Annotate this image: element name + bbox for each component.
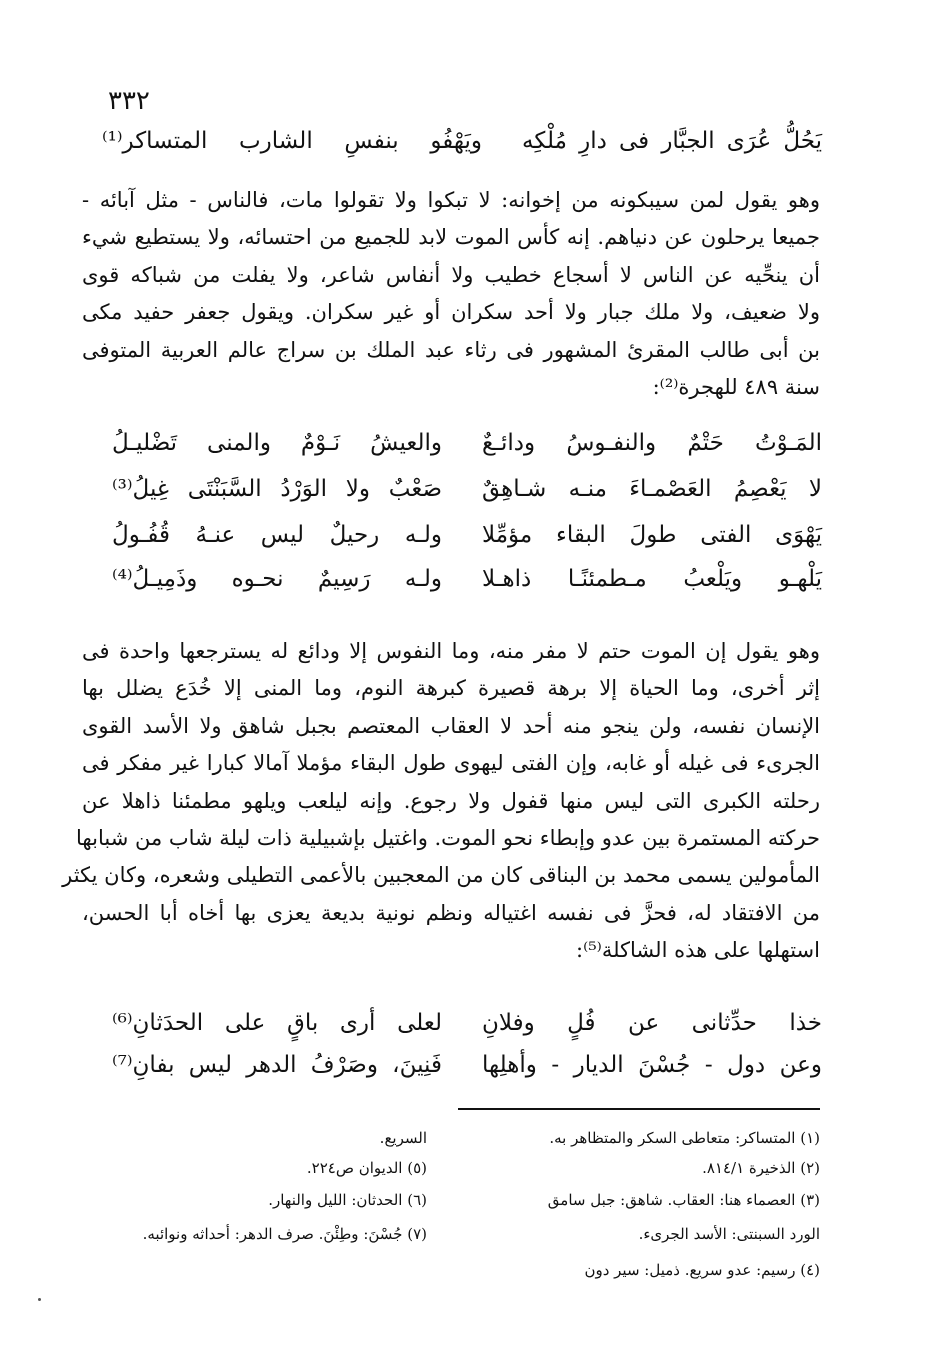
verse-second-hemistich: ولـه رَسِيمٌ نحـوه وذَمِيـلُ⁽⁴⁾ [112,566,442,592]
verse-second-hemistich: ولـه رحيلٌ ليس عنـهُ قُفُـولُ [112,522,442,548]
paragraph-line: الإنسان نفسه، ولن ينجو منه أحد لا العقاب المعتصم بجبل شاهق ولا الأسد القوى [82,713,820,738]
paragraph-line: إثر أخرى، وما الحياة إلا برهة قصيرة كبرهة النوم، وما المنى إلا خُدَع يضلل بها [82,676,820,701]
verse-second-hemistich: ويَهْفُو بنفسِ الشارب المتساكر⁽¹⁾ [102,128,482,154]
poem-1-line [82,476,822,512]
verse-second-hemistich: لعلى أرى باقٍ على الحدَثانِ⁽⁶⁾ [112,1010,442,1036]
footnote: (٤) رسيم: عدو سريع. ذميل: سير دون [584,1261,820,1279]
footnote: (٧) جُسْنَ: وطِئْنَ. صرف الدهر: أحداثه ونوائبه. [142,1225,427,1243]
footnote: (٦) الحدثان: الليل والنهار. [268,1191,427,1209]
paragraph-line: جميعا يرحلون عن دنياهم. إنه كأس الموت لابد للجميع من احتسائه، ولا يستطيع شيء [82,225,820,250]
verse-first-hemistich: يَلْهـو ويَلْعبُ مـطمئنًـا ذاهـلا [482,566,822,592]
opening-verse [82,128,822,164]
paragraph-line: سنة ٤٨٩ للهجرة⁽²⁾: [652,375,820,400]
verse-first-hemistich: لا يَعْصِمُ العَصْمـاءَ منـه شـاهِقٌ [482,476,822,502]
poem-2-line [82,1010,822,1046]
footnote: (٣) العصماء هنا: العقاب. شاهق: جبل سامق [547,1191,820,1209]
paragraph-line: الجرىء فى غيله أو غابه، وإن الفتى ليهوى طول البقاء مؤملا آمالا كبارا غير مفكر فى [82,751,820,776]
verse-second-hemistich: صَعْبٌ ولا الوَرْدُ السَّبَنْتَى غِيلُ⁽³⁾ [112,476,442,502]
verse-second-hemistich: والعيشُ نَـوْمٌ والمنى تَضْليـلُ [112,430,442,456]
paragraph-2 [62,633,820,970]
poem-1-line [82,522,822,558]
poem-2-line [82,1052,822,1088]
paragraph-line: المأمولين يسمى محمد بن البناقى كان من المعجبين بالأعمى التطيلى وشعره، وكان يكثر [62,863,820,888]
poem-1-line [82,430,822,466]
verse-first-hemistich: يَهْوَى الفتى طولَ البقاء مؤمِّلا [482,522,822,548]
footnote: (٥) الديوان ص٢٢٤. [306,1159,427,1177]
paragraph-line: بن أبى طالب المقرئ المشهور فى رثاء عبد الملك بن سراج عالم العربية المتوفى [82,337,820,362]
verse-first-hemistich: خذا حدِّثانى عن فُلٍ وفلانِ [482,1010,822,1036]
paragraph-line: من الافتقاد له، فحزَّ فى نفسه اغتياله ونظم نونية بديعة يعزى بها أخاه أبا الحسن، [82,900,820,925]
footnote-divider [458,1108,820,1110]
scan-speck [38,1298,41,1301]
verse-first-hemistich: المَـوْتُ حَتْمٌ والنفـوسُ ودائـعٌ [482,430,822,456]
footnote: السريع. [379,1129,427,1147]
paragraph-line: أن ينحِّيه عن الناس لا أسجاع خطيب ولا أنفاس شاعر، ولا يفلت من شباكه قوى [82,262,820,287]
paragraph-line: وهو يقول إن الموت حتم لا مفر منه، وما النفوس إلا ودائع له يسترجعها واحدة فى [82,639,820,663]
footnote: (٢) الذخيرة ٨١٤/١. [702,1159,820,1177]
footnote: (١) المتساكر: متعاطى السكر والمتظاهر به. [549,1129,820,1147]
verse-first-hemistich: يَحُلُّ عُرَى الجبَّار فى دارِ مُلْكِه [522,128,822,154]
paragraph-line: استهلها على هذه الشاكلة⁽⁵⁾: [576,938,820,963]
verse-second-hemistich: فَنِينَ، وصَرْفُ الدهر ليس بفانِ⁽⁷⁾ [112,1052,442,1078]
verse-first-hemistich: وعن دول - جُسْنَ الديار - وأهلِها [482,1052,822,1078]
footnote: الورد السبنتى: الأسد الجرىء. [638,1225,820,1243]
paragraph-line: حركته المستمرة بين عدو وإبطاء نحو الموت. واغتيل بإشبيلية ذات ليلة شاب من شبابها [76,826,820,851]
paragraph-line: وهو يقول لمن سيبكونه من إخوانه: لا تبكوا ولا تقولوا مات، فالناس - مثل آبائه - [82,188,820,212]
paragraph-line: رحلته الكبرى التى ليس منها قفول ولا رجوع. وإنه ليلعب ويلهو مطمئنا ذاهلا عن [82,788,820,813]
poem-1-line [82,566,822,602]
paragraph-line: ولا ضعيف، ولا ملك جبار ولا أحد سكران أو غير سكران. ويقول جعفر حفيد مكى [82,300,820,325]
paragraph-1 [82,182,820,406]
page-number: ٣٣٢ [108,86,150,116]
